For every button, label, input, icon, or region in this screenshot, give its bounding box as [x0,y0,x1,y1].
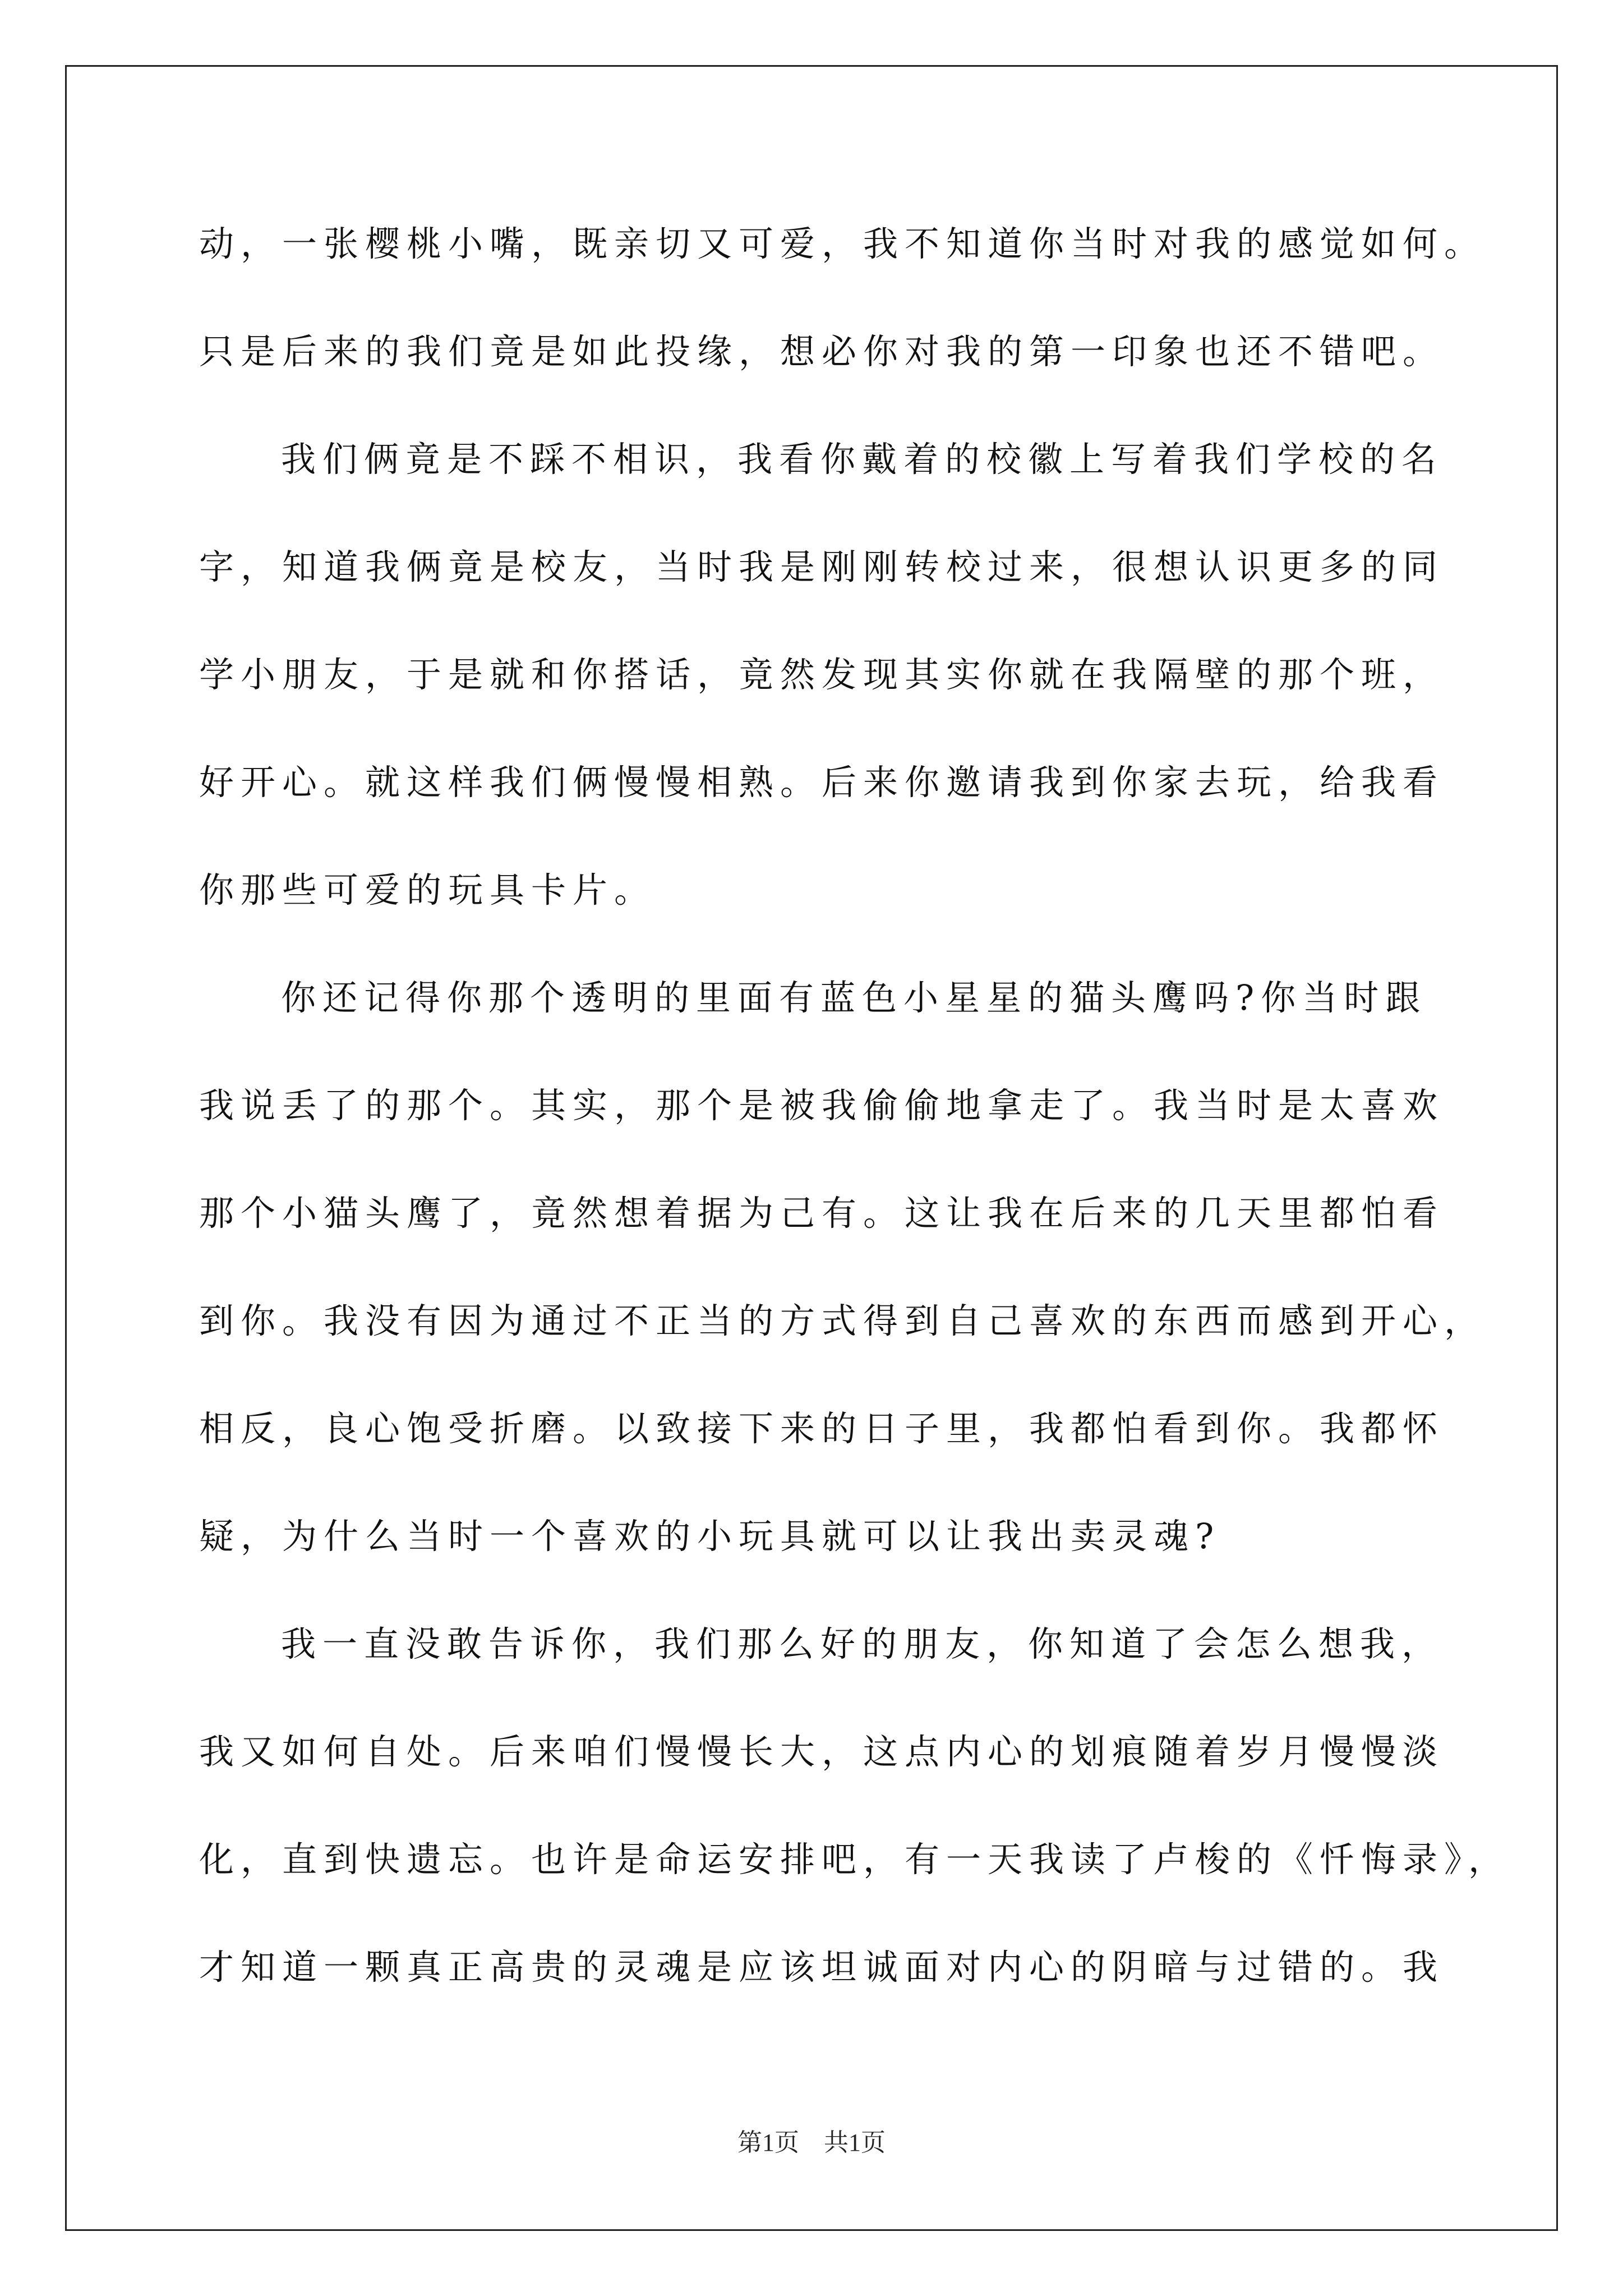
text-line: 疑，为什么当时一个喜欢的小玩具就可以让我出卖灵魂? [199,1516,1221,1557]
text-line: 我又如何自处。后来咱们慢慢长大，这点内心的划痕随着岁月慢慢淡 [199,1731,1445,1772]
text-line: 你那些可爱的玩具卡片。 [199,869,656,910]
text-line: 我说丢了的那个。其实，那个是被我偷偷地拿走了。我当时是太喜欢 [199,1085,1445,1126]
text-line: 字，知道我俩竟是校友，当时我是刚刚转校过来，很想认识更多的同 [199,546,1445,587]
text-line: 那个小猫头鹰了，竟然想着据为己有。这让我在后来的几天里都怕看 [199,1193,1445,1234]
text-line: 才知道一颗真正高贵的灵魂是应该坦诚面对内心的阴暗与过错的。我 [199,1947,1445,1987]
text-line: 我们俩竟是不踩不相识，我看你戴着的校徽上写着我们学校的名 [281,439,1444,480]
page-border [65,65,1558,2231]
text-line: 好开心。就这样我们俩慢慢相熟。后来你邀请我到你家去玩，给我看 [199,762,1445,803]
text-line: 到你。我没有因为通过不正当的方式得到自己喜欢的东西而感到开心， [199,1300,1486,1341]
page-footer: 第1页 共1页 [737,2129,886,2156]
text-line: 化，直到快遗忘。也许是命运安排吧，有一天我读了卢梭的《忏悔录》， [199,1839,1510,1880]
text-line: 我一直没敢告诉你，我们那么好的朋友，你知道了会怎么想我， [281,1623,1444,1664]
text-line: 只是后来的我们竟是如此投缘，想必你对我的第一印象也还不错吧。 [199,331,1445,372]
text-line: 相反，良心饱受折磨。以致接下来的日子里，我都怕看到你。我都怀 [199,1408,1445,1449]
text-line: 动，一张樱桃小嘴，既亲切又可爱，我不知道你当时对我的感觉如何。 [199,223,1486,264]
text-line: 学小朋友，于是就和你搭话，竟然发现其实你就在我隔壁的那个班， [199,654,1445,695]
text-line: 你还记得你那个透明的里面有蓝色小星星的猫头鹰吗?你当时跟 [281,977,1427,1018]
